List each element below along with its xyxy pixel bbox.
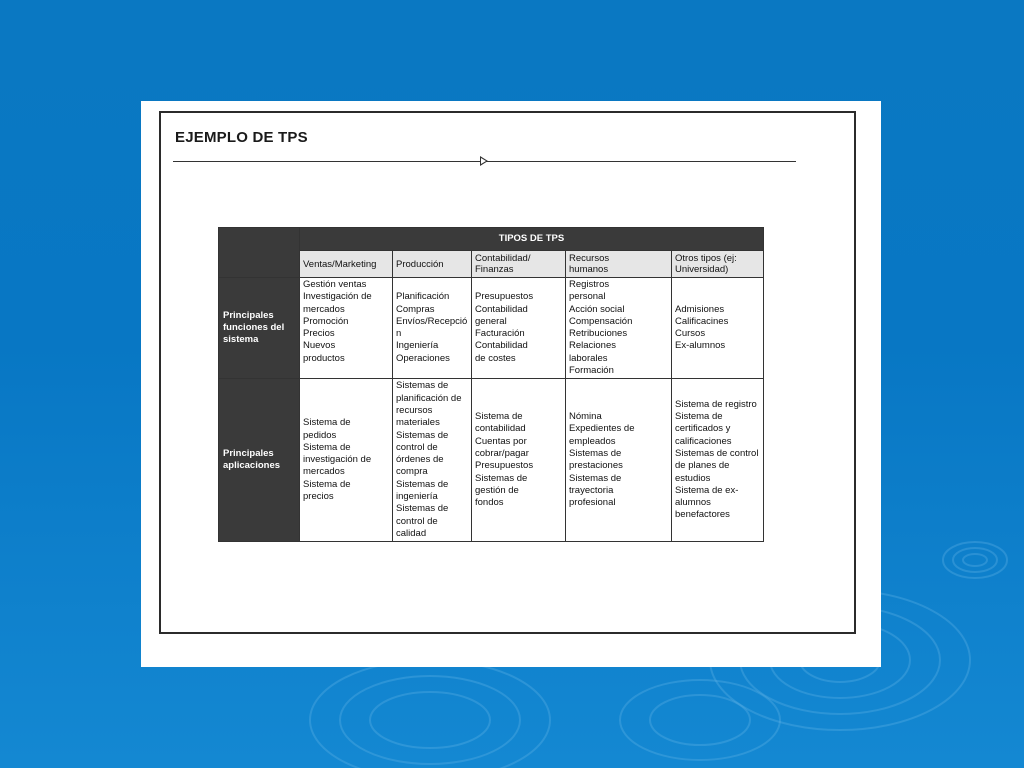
row-header: Principales funciones del sistema xyxy=(219,278,300,379)
table-cell: Presupuestos Contabilidad general Facturación Contabilidad de costes xyxy=(472,278,566,379)
document-title: EJEMPLO DE TPS xyxy=(175,129,308,146)
group-header: TIPOS DE TPS xyxy=(300,228,764,251)
table-cell: Gestión ventas Investigación de mercados Promoción Precios Nuevos productos xyxy=(300,278,393,379)
table-cell: Planificación Compras Envíos/Recepció n Ingeniería Operaciones xyxy=(393,278,472,379)
table-cell: Sistemas de planificación de recursos materiales Sistemas de control de órdenes de compra Sistemas de ingeniería Sistemas de control de calidad xyxy=(393,379,472,542)
column-header: Otros tipos (ej: Universidad) xyxy=(672,251,764,278)
column-header: Ventas/Marketing xyxy=(300,251,393,278)
table-cell: Nómina Expedientes de empleados Sistemas de prestaciones Sistemas de trayectoria profesional xyxy=(566,379,672,542)
table-cell: Sistema de contabilidad Cuentas por cobrar/pagar Presupuestos Sistemas de gestión de fondos xyxy=(472,379,566,542)
slide-panel xyxy=(141,101,881,667)
column-header: Producción xyxy=(393,251,472,278)
table-corner xyxy=(219,228,300,278)
rule-arrow-icon xyxy=(480,156,488,166)
column-header: Contabilidad/ Finanzas xyxy=(472,251,566,278)
tps-table xyxy=(218,227,764,542)
table-row xyxy=(219,278,764,379)
table-cell: Sistema de registro Sistema de certificados y calificaciones Sistemas de control de planes de estudios Sistema de ex- alumnos benefactores xyxy=(672,379,764,542)
table-cell: Registros personal Acción social Compensación Retribuciones Relaciones laborales Formación xyxy=(566,278,672,379)
column-header: Recursos humanos xyxy=(566,251,672,278)
row-header: Principales aplicaciones xyxy=(219,379,300,542)
table-row xyxy=(219,379,764,542)
table-cell: Sistema de pedidos Sistema de investigación de mercados Sistema de precios xyxy=(300,379,393,542)
table-cell: Admisiones Calificacines Cursos Ex-alumnos xyxy=(672,278,764,379)
